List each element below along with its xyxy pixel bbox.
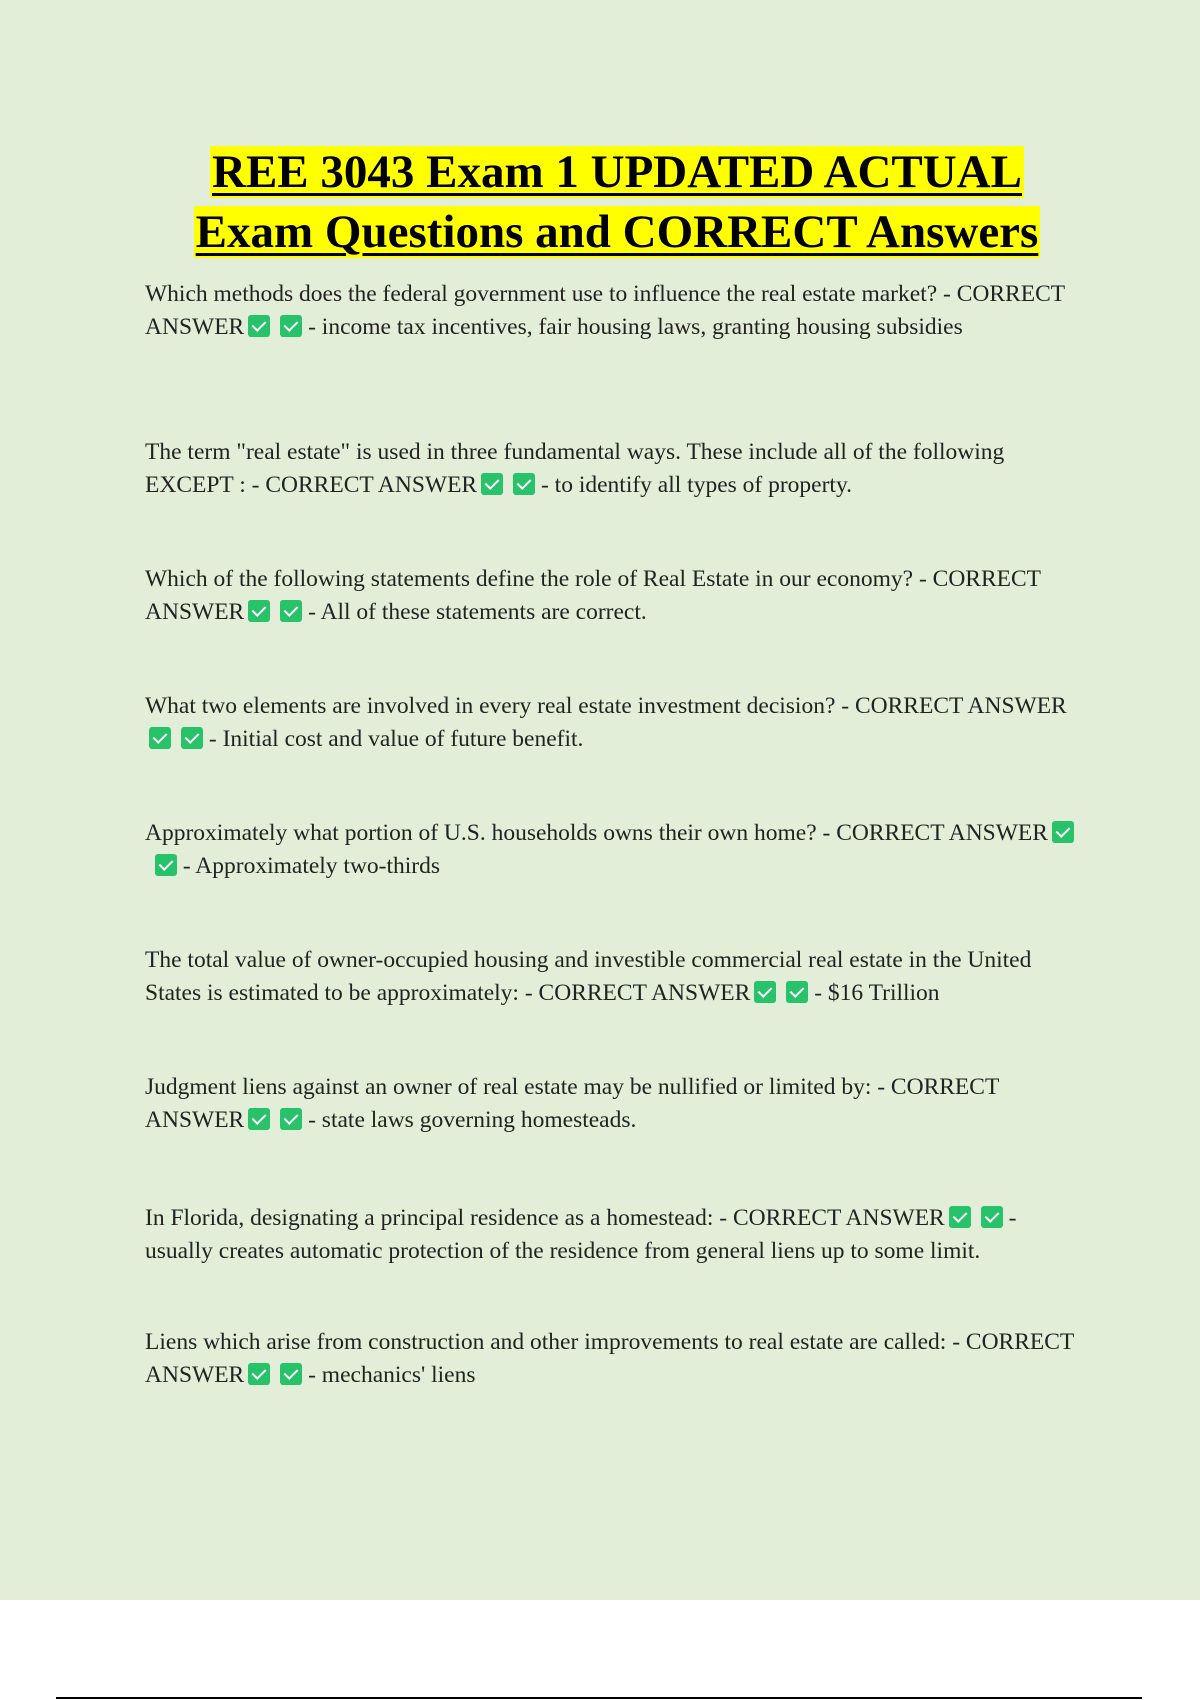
question-text: In Florida, designating a principal residence as a homestead: -: [145, 1205, 728, 1231]
qa-item: [145, 563, 1075, 629]
page-divider: [56, 1697, 1142, 1699]
answer-text: - to identify all types of property.: [540, 472, 853, 498]
answer-text: - state laws governing homesteads.: [308, 1107, 637, 1133]
answer-label: CORRECT ANSWER: [265, 472, 478, 498]
qa-item: [145, 690, 1075, 756]
title-line-1: REE 3043 Exam 1 UPDATED ACTUAL: [212, 146, 1022, 198]
answer-text: - mechanics' liens: [308, 1362, 476, 1388]
answer-label: CORRECT ANSWER: [145, 1329, 1074, 1388]
answer-text: - Initial cost and value of future benefit.: [208, 726, 584, 752]
checkmark-icon: [181, 727, 203, 749]
answer-label: CORRECT ANSWER: [145, 281, 1065, 340]
checkmark-icon: [481, 473, 503, 495]
qa-item: [145, 1202, 1075, 1268]
qa-item: [145, 944, 1075, 1010]
answer-label: CORRECT ANSWER: [538, 980, 751, 1006]
answer-text: - All of these statements are correct.: [308, 599, 647, 625]
answer-text: - usually creates automatic protection of the residence from general liens up to some limit.: [145, 1205, 1017, 1264]
checkmark-icon: [280, 315, 302, 337]
answer-text: - Approximately two-thirds: [182, 853, 441, 879]
checkmark-icon: [754, 981, 776, 1003]
title-line-2: Exam Questions and CORRECT Answers: [195, 206, 1039, 258]
qa-item: [145, 436, 1075, 502]
qa-item: [145, 278, 1075, 344]
checkmark-icon: [248, 600, 270, 622]
question-text: Judgment liens against an owner of real estate may be nullified or limited by: -: [145, 1074, 886, 1100]
answer-label: CORRECT ANSWER: [854, 693, 1067, 719]
question-text: Which of the following statements define the role of Real Estate in our economy? -: [145, 566, 927, 592]
question-text: Approximately what portion of U.S. households owns their own home? -: [145, 820, 831, 846]
checkmark-icon: [155, 854, 177, 876]
checkmark-icon: [786, 981, 808, 1003]
checkmark-icon: [949, 1206, 971, 1228]
checkmark-icon: [280, 1363, 302, 1385]
checkmark-icon: [248, 1108, 270, 1130]
checkmark-icon: [248, 315, 270, 337]
qa-item: [145, 1071, 1075, 1137]
checkmark-icon: [981, 1206, 1003, 1228]
qa-item: [145, 1326, 1075, 1392]
question-text: What two elements are involved in every real estate investment decision? -: [145, 693, 850, 719]
checkmark-icon: [1052, 821, 1074, 843]
checkmark-icon: [280, 1108, 302, 1130]
answer-label: CORRECT ANSWER: [145, 1074, 999, 1133]
question-text: The total value of owner-occupied housing and investible commercial real estate in the United States is estimated to be approximately: -: [145, 947, 1032, 1006]
qa-item: [145, 817, 1075, 883]
answer-label: CORRECT ANSWER: [836, 820, 1048, 846]
checkmark-icon: [248, 1363, 270, 1385]
question-text: Which methods does the federal government use to influence the real estate market? -: [145, 281, 951, 307]
answer-label: CORRECT ANSWER: [145, 566, 1041, 625]
answer-text: - $16 Trillion: [814, 980, 940, 1006]
checkmark-icon: [280, 600, 302, 622]
checkmark-icon: [513, 473, 535, 495]
answer-text: - income tax incentives, fair housing laws, granting housing subsidies: [308, 314, 963, 340]
question-text: The term "real estate" is used in three fundamental ways. These include all of the following EXCEPT : -: [145, 439, 1005, 498]
answer-label: CORRECT ANSWER: [732, 1205, 945, 1231]
question-text: Liens which arise from construction and other improvements to real estate are called: -: [145, 1329, 961, 1355]
checkmark-icon: [149, 727, 171, 749]
document-title: [0, 142, 1200, 262]
